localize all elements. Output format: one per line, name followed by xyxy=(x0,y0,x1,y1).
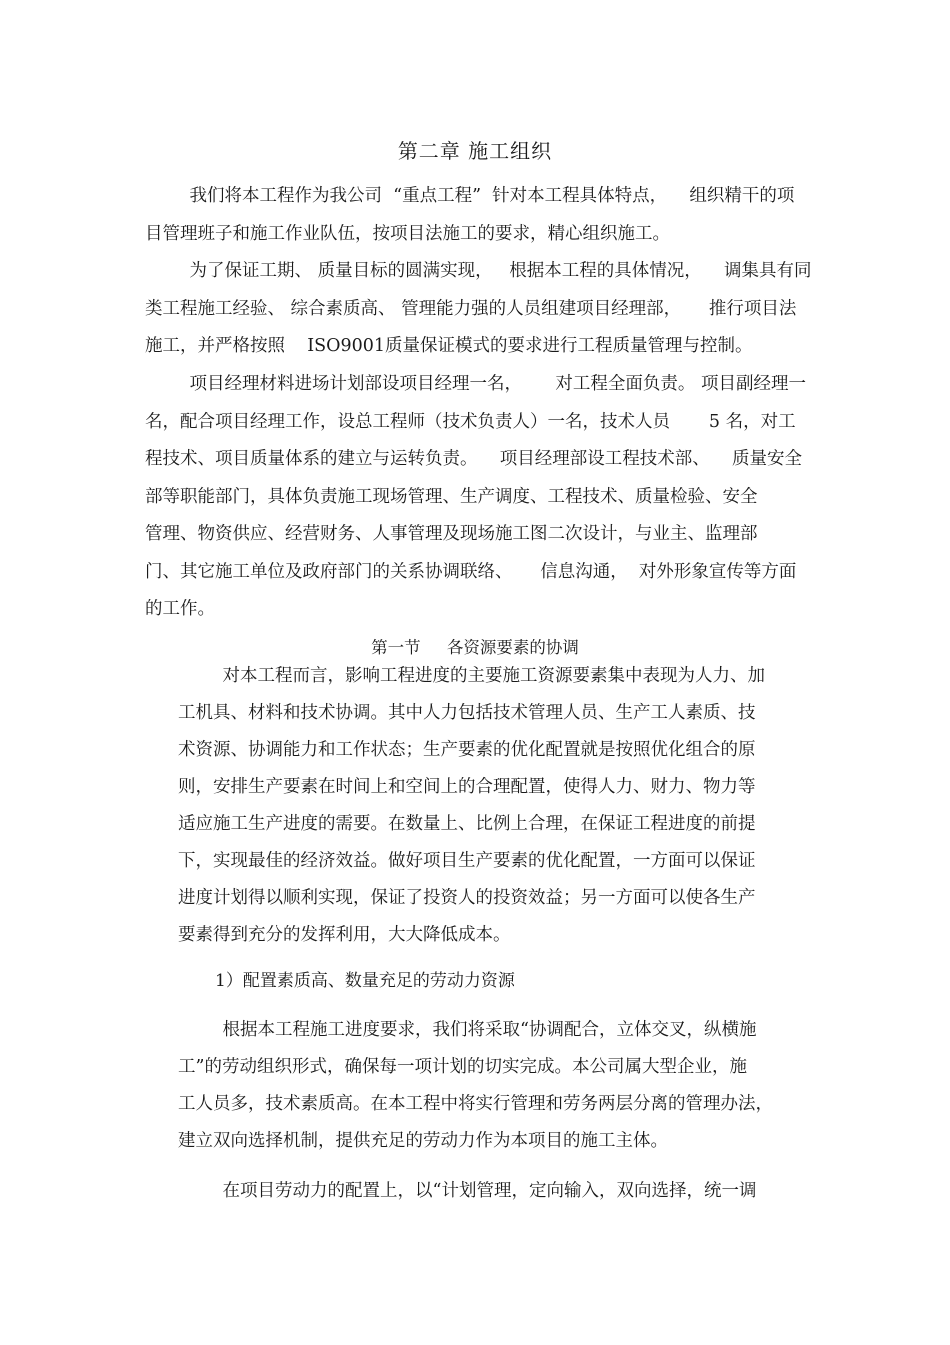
text-line: 根据本工程施工进度要求，我们将采取“协调配合，立体交叉，纵横施 xyxy=(178,1020,757,1040)
text-line: 门、其它施工单位及政府部门的关系协调联络、 信息沟通， 对外形象宣传等方面 xyxy=(145,561,797,582)
paragraph-resource-coordination xyxy=(178,658,778,954)
text-line: 下，实现最佳的经济效益。做好项目生产要素的优化配置，一方面可以保证 xyxy=(178,851,756,871)
text-line: 则，安排生产要素在时间上和空间上的合理配置，使得人力、财力、物力等 xyxy=(178,777,756,797)
text-line: 适应施工生产进度的需要。在数量上、比例上合理，在保证工程进度的前提 xyxy=(178,814,756,834)
text-line: 施工，并严格按照 ISO9001质量保证模式的要求进行工程质量管理与控制。 xyxy=(145,336,753,356)
paragraph-labor-organization xyxy=(178,1012,778,1160)
section-title: 第一节 各资源要素的协调 xyxy=(371,638,579,657)
text-line: 目管理班子和施工作业队伍，按项目法施工的要求，精心组织施工。 xyxy=(145,223,670,244)
chapter-title: 第二章 施工组织 xyxy=(397,139,553,163)
paragraph-labor-allocation xyxy=(178,1173,778,1210)
paragraph-quality-goals xyxy=(145,253,812,366)
text-line: 为了保证工期、 质量目标的圆满实现， 根据本工程的具体情况， 调集具有同 xyxy=(145,261,812,281)
item-heading: 1）配置素质高、数量充足的劳动力资源 xyxy=(215,971,515,991)
text-line: 程技术、项目质量体系的建立与运转负责。 项目经理部设工程技术部、 质量安全 xyxy=(145,449,802,469)
text-line: 工人员多，技术素质高。在本工程中将实行管理和劳务两层分离的管理办法， xyxy=(178,1094,773,1114)
text-line: 在项目劳动力的配置上，以“计划管理，定向输入，双向选择，统一调 xyxy=(178,1181,757,1201)
text-line: 术资源、协调能力和工作状态；生产要素的优化配置就是按照优化组合的原 xyxy=(178,740,756,760)
text-line: 建立双向选择机制，提供充足的劳动力作为本项目的施工主体。 xyxy=(178,1131,668,1151)
text-line: 工机具、材料和技术协调。其中人力包括技术管理人员、生产工人素质、技 xyxy=(178,703,756,723)
text-line: 项目经理材料进场计划部设项目经理一名， 对工程全面负责。 项目副经理一 xyxy=(145,374,806,394)
text-line: 类工程施工经验、 综合素质高、 管理能力强的人员组建项目经理部， 推行项目法 xyxy=(145,298,797,319)
paragraph-project-department xyxy=(145,366,805,629)
text-line: 工”的劳动组织形式，确保每一项计划的切实完成。本公司属大型企业，施 xyxy=(178,1057,747,1077)
paragraph-project-team xyxy=(145,178,805,253)
text-line: 部等职能部门，具体负责施工现场管理、生产调度、工程技术、质量检验、安全 xyxy=(145,486,758,507)
text-line: 对本工程而言，影响工程进度的主要施工资源要素集中表现为人力、加 xyxy=(178,666,765,686)
text-line: 名，配合项目经理工作，设总工程师（技术负责人）一名，技术人员 5 名，对工 xyxy=(145,411,796,432)
text-line: 我们将本工程作为我公司 “重点工程” 针对本工程具体特点， 组织精干的项 xyxy=(145,186,795,206)
text-line: 管理、物资供应、经营财务、人事管理及现场施工图二次设计，与业主、监理部 xyxy=(145,524,758,544)
text-line: 进度计划得以顺利实现，保证了投资人的投资效益；另一方面可以使各生产 xyxy=(178,888,756,908)
text-line: 的工作。 xyxy=(145,599,215,619)
text-line: 要素得到充分的发挥利用，大大降低成本。 xyxy=(178,925,511,945)
